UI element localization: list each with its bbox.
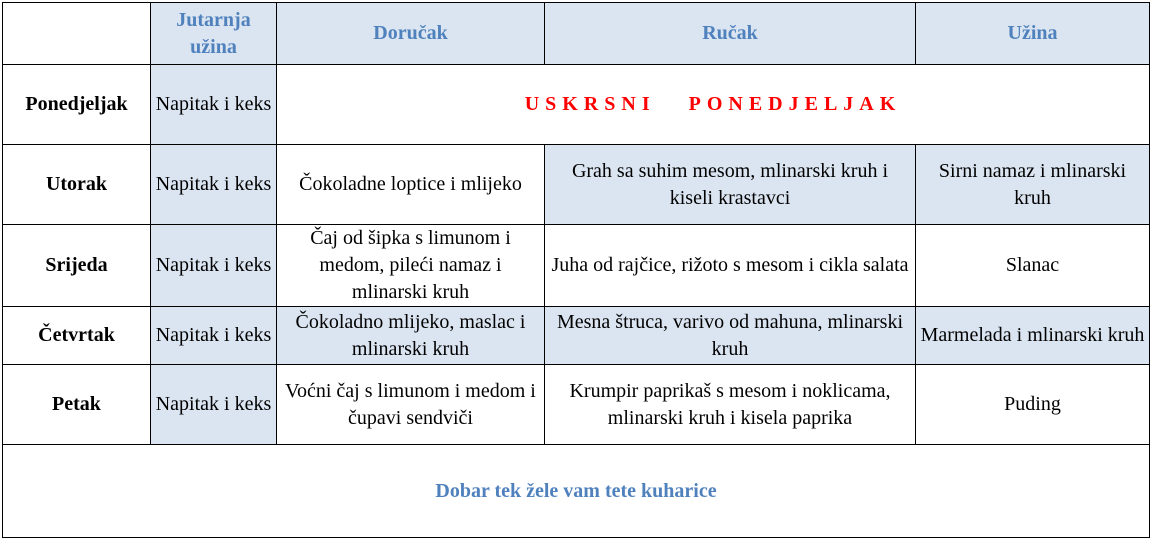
header-uzina: Užina xyxy=(916,3,1150,65)
weekly-menu-table xyxy=(2,2,1150,538)
table-row-petak xyxy=(3,365,1150,445)
day-label: Petak xyxy=(3,365,151,445)
rucak-cell: Grah sa suhim mesom, mlinarski kruh i kiseli krastavci xyxy=(545,145,916,225)
jutarnja-cell: Napitak i keks xyxy=(151,225,277,307)
corner-cell xyxy=(3,3,151,65)
day-label: Srijeda xyxy=(3,225,151,307)
rucak-cell: Mesna štruca, varivo od mahuna, mlinarski kruh xyxy=(545,307,916,365)
rucak-cell: Juha od rajčice, rižoto s mesom i cikla salata xyxy=(545,225,916,307)
day-label: Utorak xyxy=(3,145,151,225)
jutarnja-cell: Napitak i keks xyxy=(151,365,277,445)
header-dorucak: Doručak xyxy=(277,3,545,65)
footer-message: Dobar tek žele vam tete kuharice xyxy=(3,445,1150,538)
rucak-cell: Krumpir paprikaš s mesom i noklicama, mlinarski kruh i kisela paprika xyxy=(545,365,916,445)
uzina-cell: Slanac xyxy=(916,225,1150,307)
dorucak-cell: Čaj od šipka s limunom i medom, pileći namaz i mlinarski kruh xyxy=(277,225,545,307)
dorucak-cell: Čokoladne loptice i mlijeko xyxy=(277,145,545,225)
day-label: Četvrtak xyxy=(3,307,151,365)
footer-row xyxy=(3,445,1150,538)
table-row-srijeda xyxy=(3,225,1150,307)
jutarnja-cell: Napitak i keks xyxy=(151,145,277,225)
header-row xyxy=(3,3,1150,65)
table-row-utorak xyxy=(3,145,1150,225)
dorucak-cell: Čokoladno mlijeko, maslac i mlinarski kruh xyxy=(277,307,545,365)
header-rucak: Ručak xyxy=(545,3,916,65)
day-label: Ponedjeljak xyxy=(3,65,151,145)
jutarnja-cell: Napitak i keks xyxy=(151,307,277,365)
uzina-cell: Puding xyxy=(916,365,1150,445)
header-jutarnja-uzina: Jutarnja užina xyxy=(151,3,277,65)
jutarnja-cell: Napitak i keks xyxy=(151,65,277,145)
uzina-cell: Sirni namaz i mlinarski kruh xyxy=(916,145,1150,225)
holiday-banner: USKRSNI PONEDJELJAK xyxy=(277,65,1150,145)
table-row-cetvrtak xyxy=(3,307,1150,365)
dorucak-cell: Voćni čaj s limunom i medom i čupavi sendviči xyxy=(277,365,545,445)
uzina-cell: Marmelada i mlinarski kruh xyxy=(916,307,1150,365)
table-row-ponedjeljak xyxy=(3,65,1150,145)
